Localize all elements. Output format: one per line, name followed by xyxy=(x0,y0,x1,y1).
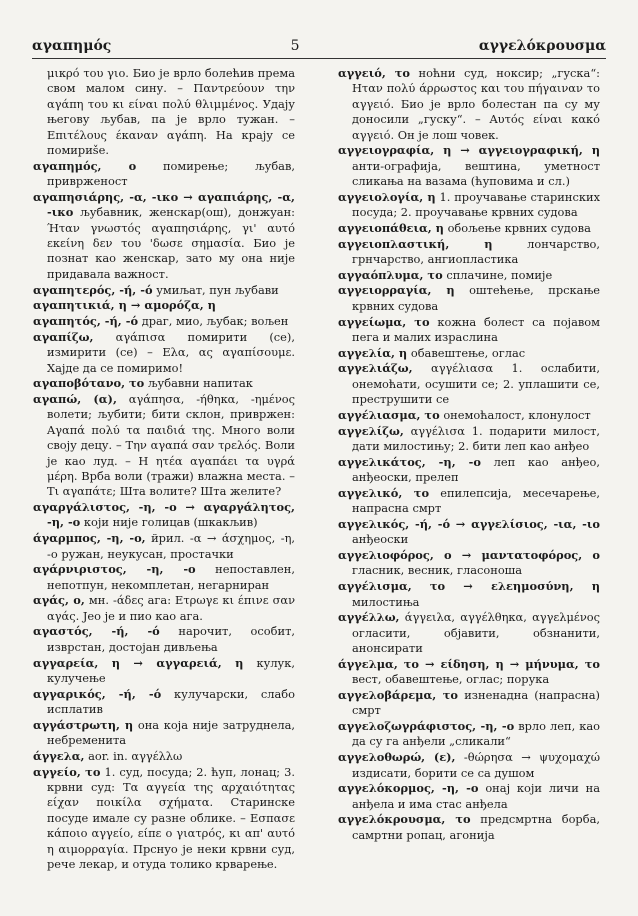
headword: αγγελοθωρώ, (ε), xyxy=(338,750,456,765)
definition: вест, обавештење, оглас; порука xyxy=(352,672,550,687)
headword: αγγειολογία, η xyxy=(338,189,436,204)
headword: αγαποβότανο, το xyxy=(33,376,145,391)
dictionary-entry xyxy=(338,346,600,361)
dictionary-entry xyxy=(338,719,600,750)
definition: кожна болест са појавом пега и малих израслина xyxy=(352,314,601,344)
definition: изненадна (напрасна) смрт xyxy=(352,687,600,718)
definition: непоставлен, непотпун, некомплетан, негарниран xyxy=(47,562,296,592)
dictionary-entry xyxy=(33,330,295,376)
dictionary-entry xyxy=(33,593,295,624)
dictionary-entry xyxy=(33,500,295,531)
dictionary-entry xyxy=(33,749,295,764)
definition: епилепсија, месечарење, напрасна смрт xyxy=(352,485,600,516)
dictionary-entry xyxy=(338,657,600,688)
definition: анти-ографија, вештина, уметност сликања на вазама (ћуповима и сл.) xyxy=(352,158,600,189)
dictionary-entry xyxy=(338,143,600,189)
dictionary-entry xyxy=(33,190,295,282)
definition: љубавник, женскар(ош), донжуан: Ήταν γνωστός αγαπησιάρης, γι' αυτό εκείνη δεν του 'δωσε σημασία. Био је познат као женскар, зато му она није придавала важност. xyxy=(47,205,296,281)
definition: онај који личи на анђела и има стас анђела xyxy=(352,781,600,811)
dictionary-entry xyxy=(33,283,295,298)
headword: αγαπώ, (α), xyxy=(33,391,117,406)
headword: αγγαόπλυμα, το xyxy=(338,267,443,282)
definition: αγάπησα, -ήθηκα, -ημένος волети; љубити; бити склон, привржен: Αγαπά πολύ τα παιδιά της. Много воли своју децу. – Την αγαπά σαν τρελός. Воли је као луд. – Η ητέα αγαπάει τα υγρά μέρη. Врба воли (тражи) влажна места. – Τι αγαπάτε; Шта волите? Шта желите? xyxy=(47,391,295,499)
headword: αγγελοζωγράφιστος, -η, -ο xyxy=(338,719,515,733)
dictionary-entry xyxy=(33,66,295,158)
definition: анђеоски xyxy=(352,532,409,547)
headword: αγγειοπλαστική, η xyxy=(338,236,493,251)
definition: помирење; љубав, привржeност xyxy=(47,158,295,189)
definition: онемоћалост, клонулост xyxy=(443,407,591,422)
entry-continuation: μικρό του γιο. Био је врло болећив према свом малом сину. – Παντρεύουν την αγάπη του κι είναι πολύ θλιμμένος. Удају његову љубав, па је врло тужан. – Επιτέλους έκαναν αγάπη. На крају се помириše. xyxy=(47,66,295,158)
headword: αγγελικάτος, -η, -ο xyxy=(338,454,481,469)
dictionary-entry xyxy=(338,268,600,283)
dictionary-entry xyxy=(33,656,295,687)
dictionary-entry xyxy=(33,562,295,593)
headword: αγαπησιάρης, -α, -ικο → αγαπιάρης, -α, -ικο xyxy=(33,189,295,220)
dictionary-entry xyxy=(338,486,600,517)
definition: кулучарски, слабо исплатив xyxy=(47,686,295,717)
definition: 1. проучавање старинских посуда; 2. проучавање крвних судова xyxy=(352,189,601,220)
dictionary-entry xyxy=(33,718,295,749)
header-rule xyxy=(32,58,606,59)
dictionary-entry xyxy=(338,610,600,656)
dictionary-entry xyxy=(338,190,600,221)
dictionary-entry xyxy=(33,314,295,329)
headword: αγγελίζω, xyxy=(338,423,404,438)
definition: умиљат, пун љубави xyxy=(156,282,279,297)
definition: лончарство, грнчарство, ангиопластика xyxy=(352,236,600,267)
dictionary-entry xyxy=(33,159,295,190)
dictionary-entry xyxy=(338,688,600,719)
dictionary-entry xyxy=(33,298,295,313)
headword: αγαπίζω, xyxy=(33,329,94,344)
dictionary-entry xyxy=(338,579,600,610)
headword: αγάρνιριστος, -η, -ο xyxy=(33,562,196,577)
headword: αγαπητός, -ή, -ό xyxy=(33,313,139,328)
headword: αγαπητικιά, η → αμορόζα, η xyxy=(33,298,216,313)
headword: αγγειογραφία, η → αγγειογραφική, η xyxy=(338,143,600,158)
definition: гласник, весник, гласоноша xyxy=(352,563,523,578)
dictionary-entry xyxy=(33,765,295,873)
headword: αγγείο, το xyxy=(33,764,101,779)
dictionary-entry xyxy=(338,283,600,314)
headword: αγγέλιασμα, το xyxy=(338,407,440,422)
dictionary-entry xyxy=(338,548,600,579)
definition: нарочит, особит, изврстан, достојан дивљења xyxy=(47,624,296,654)
headword: αγγελιοφόρος, ο → μαντατοφόρος, ο xyxy=(338,548,600,563)
headword: αγγελιάζω, xyxy=(338,361,413,376)
left-guide-word: αγαπημός xyxy=(32,38,112,54)
headword: αγαπητερός, -ή, -ό xyxy=(33,282,153,297)
headword: αγγειό, το xyxy=(338,66,410,80)
dictionary-entry xyxy=(338,424,600,455)
headword: άγγελμα, το → είδηση, η → μήνυμα, το xyxy=(338,656,600,671)
definition: леп као анђео, анђеоски, прелеп xyxy=(352,454,600,485)
definition: љубавни напитак xyxy=(147,376,253,391)
dictionary-entry xyxy=(338,361,600,407)
headword: αγγελικό, το xyxy=(338,485,430,500)
right-column xyxy=(338,66,600,843)
dictionary-entry xyxy=(338,812,600,843)
definition: обољење крвних судова xyxy=(447,220,591,235)
dictionary-entry xyxy=(338,455,600,486)
definition: који није голицав (шкакљив) xyxy=(83,515,258,530)
definition: мн. -άδες ага: Ετρωγε κι έπινε σαν αγάς. Јео је и пио као ага. xyxy=(47,593,296,623)
definition: aor. in. αγγέλλω xyxy=(88,748,183,763)
definition: оштећење, прскање крвних судова xyxy=(352,283,600,313)
headword: αγγειορραγία, η xyxy=(338,283,455,298)
definition: άγγειλα, αγγέλθηκα, αγγελμένος огласити, објавити, обзнанити, анонсирати xyxy=(352,610,600,656)
headword: αγγαρικός, -ή, -ό xyxy=(33,686,162,701)
dictionary-entry xyxy=(33,531,295,562)
dictionary-entry xyxy=(338,517,600,548)
dictionary-entry xyxy=(33,392,295,500)
definition: αγγέλισα 1. подарити милост, дати милостињу; 2. бити леп као анђео xyxy=(352,423,600,454)
headword: αγγελόκορμος, -η, -ο xyxy=(338,781,479,796)
dictionary-entry xyxy=(338,237,600,268)
dictionary-entry xyxy=(33,624,295,655)
page-number: 5 xyxy=(290,38,300,54)
definition: врло леп, као да су га анђели „сликали“ xyxy=(352,719,600,749)
definition: обавештење, оглас xyxy=(410,345,526,360)
definition: йрил. -α → άσχημος, -η, -ο ружан, неукусан, простачки xyxy=(47,531,296,561)
headword: άγγελα, xyxy=(33,748,85,763)
definition: αγάπισα помирити (се), измирити (се) – Ελα, ας αγαπίσουμε. Хајде да се помиримо! xyxy=(47,329,295,375)
dictionary-entry xyxy=(338,750,600,781)
dictionary-entry xyxy=(33,687,295,718)
headword: αγάς, ο, xyxy=(33,593,85,608)
headword: αγαπημός, ο xyxy=(33,158,137,173)
headword: αγαστός, -ή, -ό xyxy=(33,624,160,639)
definition: сплачине, помије xyxy=(446,267,553,282)
headword: αγαργάλιστος, -η, -ο → αγαργάλητος, -η, -ο xyxy=(33,500,295,530)
page-header xyxy=(32,34,606,54)
headword: αγγέλισμα, το → ελεημοσύνη, η xyxy=(338,579,600,594)
dictionary-entry xyxy=(338,408,600,423)
left-column xyxy=(33,66,295,873)
definition: драг, мио, љубак; вољен xyxy=(141,313,289,328)
dictionary-entry xyxy=(338,66,600,143)
dictionary-entry xyxy=(33,376,295,391)
definition: ноћни суд, ноксир; „гуска“: Ηταν πολύ άρρωστος και του πήγαιναν το αγγειό. Био је врло болестан па су му доносили „гуску“. – Αυτός είναι κακό αγγειό. Он је лош човек. xyxy=(352,66,600,142)
headword: αγγαρεία, η → αγγαρειά, η xyxy=(33,655,244,670)
definition: милостиња xyxy=(352,594,420,609)
dictionary-entry xyxy=(338,315,600,346)
headword: αγγέλλω, xyxy=(338,610,400,625)
definition: -θώρησα → ψυχομαχώ издисати, борити се са душом xyxy=(352,750,601,780)
headword: αγγελία, η xyxy=(338,345,408,360)
headword: αγγειοπάθεια, η xyxy=(338,220,444,235)
headword: αγγελοβάρεμα, το xyxy=(338,687,458,702)
definition: 1. суд, посуда; 2. ћуп, лонац; 3. крвни суд: Τα αγγεία της αρχαιότητας είχαν ποικίλα σχήματα. Старинске посуде имале су разне облике. – Εσπασε κάποιο αγγείο, είπε ο γιατρός, κι απ' αυτό η αιμορραγία. Прснуо је неки крвни суд, рече лекар, и отуда толико крварење. xyxy=(47,764,296,872)
dictionary-entry xyxy=(338,781,600,812)
definition: она која није затруднела, небременита xyxy=(47,717,295,748)
headword: αγγελικός, -ή, -ό → αγγελίσιος, -ια, -ιο xyxy=(338,516,600,531)
dictionary-entry xyxy=(338,221,600,236)
definition: предсмртна борба, самртни ропац, агонија xyxy=(352,812,600,842)
headword: αγγελόκρουσμα, το xyxy=(338,812,471,827)
definition: αγγέλιασα 1. ослабити, онемоћати, осушити се; 2. уплашити се, преструшити се xyxy=(352,361,600,407)
headword: αγγάστρωτη, η xyxy=(33,717,134,732)
headword: άγαρμπος, -η, -ο, xyxy=(33,531,146,546)
headword: αγγείωμα, το xyxy=(338,314,430,329)
right-guide-word: αγγελόκρουσμα xyxy=(478,38,606,54)
definition: кулук, кулучење xyxy=(47,655,295,685)
